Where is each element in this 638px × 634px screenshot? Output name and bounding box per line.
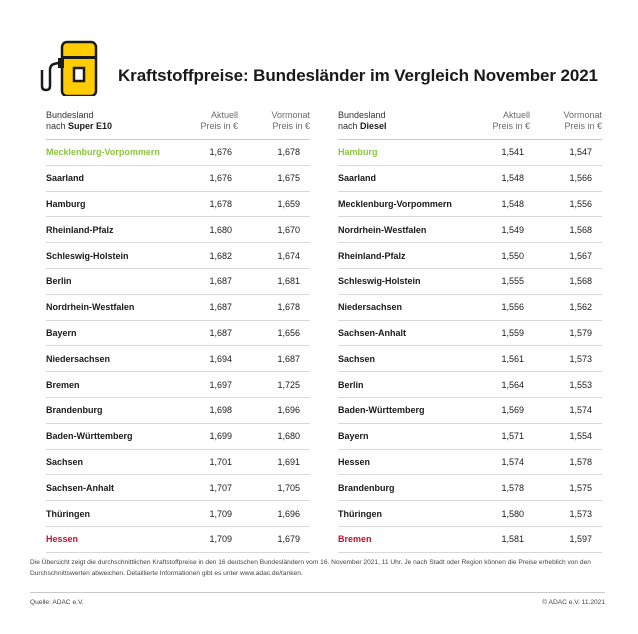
table-header: [338, 110, 602, 140]
current-price: 1,550: [501, 250, 524, 261]
state-name: Sachsen: [46, 456, 84, 467]
header: [30, 40, 610, 96]
fuel-pump-icon: [40, 40, 106, 96]
table-row: [338, 346, 602, 372]
table-row: [338, 398, 602, 424]
table-row: [46, 424, 310, 450]
previous-price: 1,687: [277, 353, 300, 364]
table-row: [338, 527, 602, 553]
table-header: [46, 110, 310, 140]
column-header-state: Bundesland nach Diesel: [338, 110, 387, 131]
previous-price: 1,553: [569, 379, 592, 390]
state-name: Nordrhein-Westfalen: [338, 224, 427, 235]
table-row: [46, 217, 310, 243]
column-header-current: Aktuell Preis in €: [492, 110, 530, 131]
table-row: [46, 166, 310, 192]
previous-price: 1,696: [277, 405, 300, 416]
table-row: [46, 372, 310, 398]
current-price: 1,698: [209, 405, 232, 416]
current-price: 1,687: [209, 276, 232, 287]
previous-price: 1,575: [569, 482, 592, 493]
previous-price: 1,568: [569, 276, 592, 287]
current-price: 1,571: [501, 431, 524, 442]
table-row: [46, 295, 310, 321]
state-name: Sachsen-Anhalt: [46, 482, 115, 493]
state-name: Bremen: [46, 379, 80, 390]
diesel-price-table: [338, 110, 602, 553]
state-name: Mecklenburg-Vorpommern: [338, 198, 452, 209]
state-name: Brandenburg: [46, 405, 103, 416]
state-name: Saarland: [338, 173, 377, 184]
e10-price-table: [46, 110, 310, 553]
previous-price: 1,674: [277, 250, 300, 261]
state-name: Nordrhein-Westfalen: [46, 302, 135, 313]
column-header-state: Bundesland nach Super E10: [46, 110, 113, 131]
table-row: [46, 398, 310, 424]
current-price: 1,678: [209, 198, 232, 209]
current-price: 1,564: [501, 379, 524, 390]
previous-price: 1,680: [277, 431, 300, 442]
table-row: [46, 501, 310, 527]
state-name: Mecklenburg-Vorpommern: [46, 147, 160, 158]
footer-divider: [30, 592, 605, 593]
previous-price: 1,547: [569, 147, 592, 158]
state-name: Berlin: [46, 276, 72, 287]
previous-price: 1,678: [277, 147, 300, 158]
state-name: Hamburg: [338, 147, 378, 158]
table-row: [338, 424, 602, 450]
state-name: Berlin: [338, 379, 364, 390]
current-price: 1,581: [501, 534, 524, 545]
previous-price: 1,556: [569, 198, 592, 209]
state-name: Bremen: [338, 534, 372, 545]
previous-price: 1,578: [569, 456, 592, 467]
state-name: Schleswig-Holstein: [338, 276, 421, 287]
state-name: Niedersachsen: [46, 353, 111, 364]
previous-price: 1,567: [569, 250, 592, 261]
table-row: [46, 140, 310, 166]
current-price: 1,574: [501, 456, 524, 467]
state-name: Rheinland-Pfalz: [338, 250, 406, 261]
previous-price: 1,597: [569, 534, 592, 545]
current-price: 1,699: [209, 431, 232, 442]
current-price: 1,676: [209, 173, 232, 184]
current-price: 1,687: [209, 327, 232, 338]
previous-price: 1,568: [569, 224, 592, 235]
previous-price: 1,696: [277, 508, 300, 519]
current-price: 1,555: [501, 276, 524, 287]
current-price: 1,578: [501, 482, 524, 493]
previous-price: 1,566: [569, 173, 592, 184]
previous-price: 1,705: [277, 482, 300, 493]
current-price: 1,682: [209, 250, 232, 261]
source-label: Quelle: ADAC e.V.: [30, 599, 84, 606]
copyright-label: © ADAC e.V. 11.2021: [542, 599, 605, 606]
state-name: Thüringen: [46, 508, 90, 519]
previous-price: 1,574: [569, 405, 592, 416]
current-price: 1,580: [501, 508, 524, 519]
current-price: 1,694: [209, 353, 232, 364]
previous-price: 1,554: [569, 431, 592, 442]
state-name: Sachsen-Anhalt: [338, 327, 407, 338]
current-price: 1,559: [501, 327, 524, 338]
table-row: [46, 475, 310, 501]
column-header-previous: Vormonat Preis in €: [271, 110, 310, 131]
previous-price: 1,579: [569, 327, 592, 338]
table-row: [338, 192, 602, 218]
current-price: 1,556: [501, 302, 524, 313]
previous-price: 1,691: [277, 456, 300, 467]
current-price: 1,541: [501, 147, 524, 158]
previous-price: 1,670: [277, 224, 300, 235]
current-price: 1,697: [209, 379, 232, 390]
page-title: Kraftstoffpreise: Bundesländer im Vergleich November 2021: [118, 66, 598, 85]
current-price: 1,707: [209, 482, 232, 493]
state-name: Hamburg: [46, 198, 86, 209]
current-price: 1,676: [209, 147, 232, 158]
current-price: 1,687: [209, 302, 232, 313]
previous-price: 1,675: [277, 173, 300, 184]
previous-price: 1,656: [277, 327, 300, 338]
current-price: 1,709: [209, 508, 232, 519]
table-row: [338, 321, 602, 347]
table-body: [338, 140, 602, 553]
state-name: Schleswig-Holstein: [46, 250, 129, 261]
previous-price: 1,681: [277, 276, 300, 287]
state-name: Baden-Württemberg: [46, 431, 133, 442]
column-header-current: Aktuell Preis in €: [200, 110, 238, 131]
column-header-previous: Vormonat Preis in €: [563, 110, 602, 131]
previous-price: 1,678: [277, 302, 300, 313]
current-price: 1,709: [209, 534, 232, 545]
state-name: Hessen: [46, 534, 79, 545]
state-name: Hessen: [338, 456, 371, 467]
table-row: [46, 346, 310, 372]
previous-price: 1,679: [277, 534, 300, 545]
table-row: [46, 243, 310, 269]
table-row: [338, 166, 602, 192]
state-name: Sachsen: [338, 353, 376, 364]
previous-price: 1,659: [277, 198, 300, 209]
table-row: [338, 501, 602, 527]
current-price: 1,569: [501, 405, 524, 416]
current-price: 1,680: [209, 224, 232, 235]
current-price: 1,561: [501, 353, 524, 364]
state-name: Thüringen: [338, 508, 382, 519]
table-row: [46, 450, 310, 476]
table-row: [338, 450, 602, 476]
table-row: [338, 269, 602, 295]
current-price: 1,548: [501, 173, 524, 184]
table-row: [338, 372, 602, 398]
state-name: Rheinland-Pfalz: [46, 224, 114, 235]
table-row: [338, 243, 602, 269]
table-row: [46, 269, 310, 295]
state-name: Bayern: [46, 327, 77, 338]
footnote: Die Übersicht zeigt die durchschnittlichen Kraftstoffpreise in den 16 deutschen Bundesländern vom 16. November 2021, 11 Uhr. Je nach Stadt oder Region können die Preise erheblich von den Durchschnittswerten abweichen. Detaillierte Informationen gibt es unter www.adac.de/tanken.: [30, 559, 591, 577]
state-name: Brandenburg: [338, 482, 395, 493]
table-row: [338, 295, 602, 321]
state-name: Baden-Württemberg: [338, 405, 425, 416]
state-name: Bayern: [338, 431, 369, 442]
current-price: 1,549: [501, 224, 524, 235]
previous-price: 1,573: [569, 353, 592, 364]
table-row: [46, 321, 310, 347]
previous-price: 1,573: [569, 508, 592, 519]
table-row: [338, 140, 602, 166]
state-name: Niedersachsen: [338, 302, 403, 313]
current-price: 1,701: [209, 456, 232, 467]
table-row: [46, 192, 310, 218]
table-row: [46, 527, 310, 553]
previous-price: 1,562: [569, 302, 592, 313]
previous-price: 1,725: [277, 379, 300, 390]
table-body: [46, 140, 310, 553]
current-price: 1,548: [501, 198, 524, 209]
state-name: Saarland: [46, 173, 85, 184]
table-row: [338, 217, 602, 243]
table-row: [338, 475, 602, 501]
